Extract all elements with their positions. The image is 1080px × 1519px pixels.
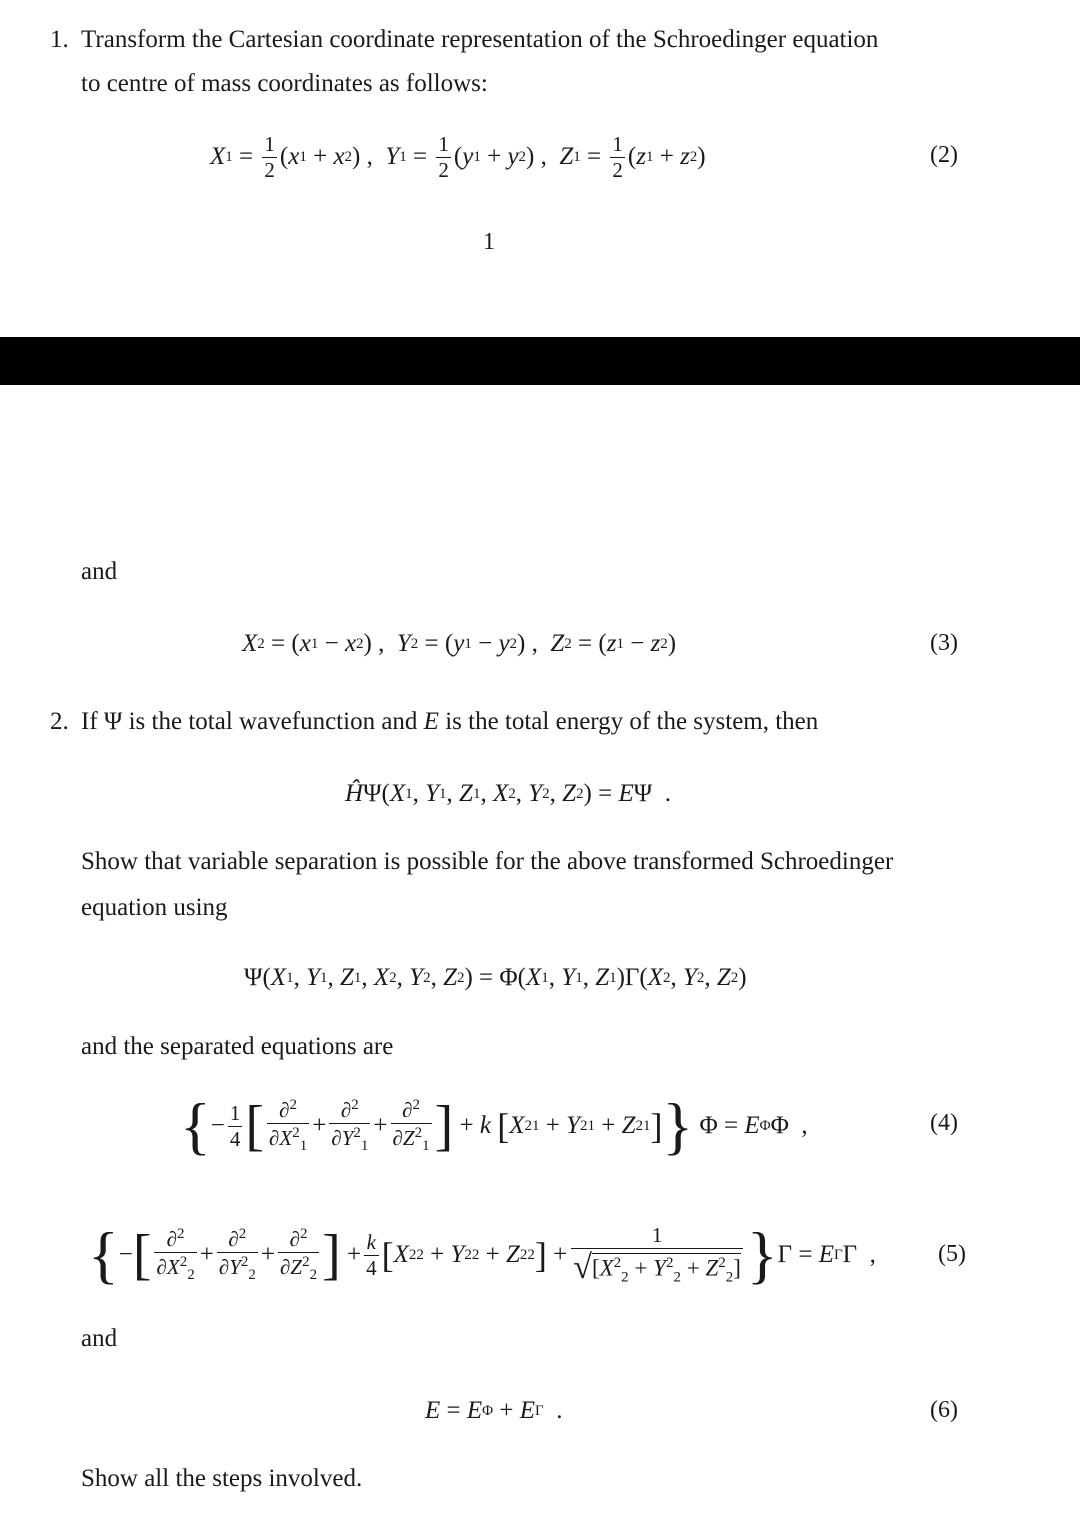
page-number: 1 [483, 229, 495, 255]
and-text-2: and [81, 1325, 118, 1352]
equation-6-number: (6) [930, 1397, 958, 1423]
equation-5: { − [ $\frac{\partial^2}{\partial X^2_2}$ + $\frac{\partial^2}{\partial Y^2_2}$ + $\frac{\partial^2}{\partial Z^2_2}$ ] + $\frac{k}{4}$ [ X 2 2 + Y 2 2 + Z 2 2 ] + 1 √ $[X^2_2 + Y^2_2 + Z^2_2]$ } Γ = E Γ Γ , [88, 1219, 876, 1290]
equation-3: X 2 = ( x 1 − x 2 ) , Y 2 = ( y 1 − y 2 ) , Z 2 = ( z 1 − z 2 ) [242, 630, 677, 657]
item-1-number: 1. [50, 26, 69, 53]
item-1-line-1: Transform the Cartesian coordinate representation of the Schroedinger equation [81, 26, 879, 53]
equation-4-number: (4) [930, 1110, 958, 1136]
hamiltonian-equation: Ĥ Ψ( X 1 , Y 1 , Z 1 , X 2 , Y 2 , Z 2 ) = E Ψ . [345, 780, 671, 807]
equation-5-number: (5) [938, 1241, 966, 1267]
item-1-line-2: to centre of mass coordinates as follows: [81, 70, 488, 97]
separated-equations-text: and the separated equations are [81, 1033, 394, 1060]
item-2-number: 2. [50, 708, 69, 735]
item-2-text-a: If [81, 708, 98, 735]
equation-4: { − $\frac{1}{4}$ [ $\frac{\partial^2}{\partial X^2_1}$ + $\frac{\partial^2}{\partial Y^2_1}$ + $\frac{\partial^2}{\partial Z^2_1}$ ] + k [ X 2 1 + Y 2 1 + Z 2 1 ] } Φ = E Φ Φ , [180, 1090, 808, 1161]
item-2-line: If Ψ is the total wavefunction and E is the total energy of the system, then [81, 708, 819, 735]
final-instruction: Show all the steps involved. [81, 1465, 363, 1492]
show-paragraph-line-2: equation using [81, 894, 228, 921]
equation-3-number: (3) [930, 630, 958, 656]
equation-6: E = E Φ + E Γ . [425, 1397, 563, 1424]
and-text-1: and [81, 558, 118, 585]
item-2-text-b: is the total wavefunction and [128, 708, 418, 735]
show-paragraph-line-1: Show that variable separation is possible for the above transformed Schroedinger [81, 848, 894, 875]
item-2-text-c: is the total energy of the system, then [445, 708, 819, 735]
page-divider-bar [0, 337, 1080, 385]
equation-2: X 1 = $\frac{1}{2}$ ( x 1 + x 2 ) , Y 1 = $\frac{1}{2}$ ( y 1 + y 2 ) , Z 1 = $\frac{1}{2}$ ( z 1 + z 2 ) [210, 131, 706, 182]
separation-equation: Ψ( X 1 , Y 1 , Z 1 , X 2 , Y 2 , Z 2 ) = Φ( X 1 , Y 1 , Z 1 )Γ( X 2 , Y 2 , Z 2 ) [244, 964, 747, 991]
equation-2-number: (2) [930, 142, 958, 168]
